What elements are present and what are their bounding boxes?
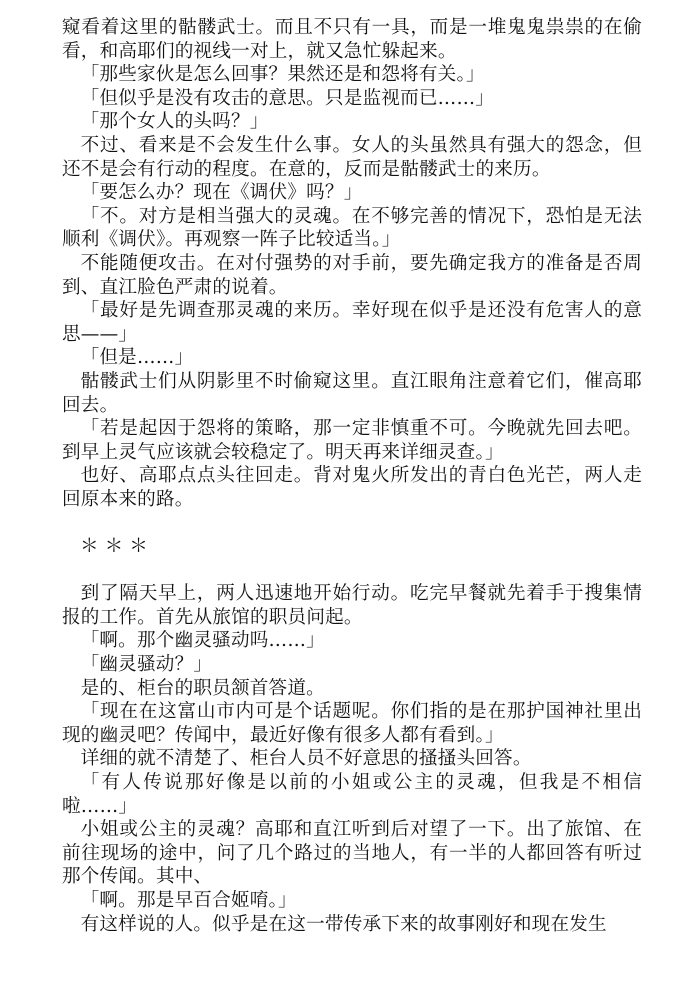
dialogue-line: 「现在在这富山市内可是个话题呢。你们指的是在那护国神社里出现的幽灵吧？传闻中，最近好像有很多人都有看到。」 bbox=[62, 701, 642, 746]
spacer bbox=[62, 559, 642, 583]
paragraph: 不过、看来是不会发生什么事。女人的头虽然具有强大的怨念，但还不是会有行动的程度。在意的，反而是骷髅武士的来历。 bbox=[62, 134, 642, 180]
dialogue-line: 「最好是先调查那灵魂的来历。幸好现在似乎是还没有危害人的意思——」 bbox=[62, 300, 642, 345]
spacer bbox=[62, 511, 642, 535]
paragraph: 小姐或公主的灵魂？高耶和直江听到后对望了一下。出了旅馆、在前往现场的途中，问了几个路过的当地人，有一半的人都回答有听过那个传闻。其中、 bbox=[62, 819, 642, 888]
dialogue-line: 「幽灵骚动？」 bbox=[80, 654, 213, 676]
dialogue-line: 「啊。那个幽灵骚动吗……」 bbox=[80, 630, 325, 652]
paragraph: 到了隔天早上，两人迅速地开始行动。吃完早餐就先着手于搜集情报的工作。首先从旅馆的职员问起。 bbox=[62, 583, 642, 628]
dialogue-line: 「有人传说那好像是以前的小姐或公主的灵魂，但我是不相信啦……」 bbox=[62, 772, 642, 817]
dialogue-line: 「啊。那是早百合姬唷。」 bbox=[80, 889, 297, 911]
dialogue-line: 「那个女人的头吗？」 bbox=[80, 111, 269, 133]
dialogue-line: 「要怎么办？现在《调伏》吗？」 bbox=[80, 182, 363, 204]
dialogue-line: 「那些家伙是怎么回事？果然还是和怨将有关。」 bbox=[80, 64, 485, 86]
paragraph: 也好、高耶点点头往回走。背对鬼火所发出的青白色光芒，两人走回原本来的路。 bbox=[62, 465, 642, 510]
scene-break: ＊＊＊ bbox=[80, 536, 154, 558]
paragraph: 骷髅武士们从阴影里不时偷窥这里。直江眼角注意着它们，催高耶回去。 bbox=[62, 370, 642, 416]
dialogue-line: 「但是……」 bbox=[80, 347, 194, 369]
paragraph: 有这样说的人。似乎是在这一带传承下来的故事刚好和现在发生 bbox=[80, 913, 607, 935]
dialogue-line: 「但似乎是没有攻击的意思。只是监视而已……」 bbox=[80, 87, 495, 109]
document-page bbox=[62, 16, 642, 936]
dialogue-line: 「若是起因于怨将的策略，那一定非慎重不可。今晚就先回去吧。到早上灵气应该就会较稳定了。明天再来详细灵查。」 bbox=[62, 418, 642, 463]
dialogue-line: 「不。对方是相当强大的灵魂。在不够完善的情况下，恐怕是无法顺利《调伏》。再观察一阵子比较适当。」 bbox=[62, 205, 642, 251]
paragraph: 窥看着这里的骷髅武士。而且不只有一具，而是一堆鬼鬼祟祟的在偷看，和高耶们的视线一对上，就又急忙躲起来。 bbox=[62, 17, 642, 62]
paragraph: 详细的就不清楚了、柜台人员不好意思的搔搔头回答。 bbox=[80, 748, 532, 770]
paragraph: 是的、柜台的职员颔首答道。 bbox=[80, 677, 325, 699]
paragraph: 不能随便攻击。在对付强势的对手前，要先确定我方的准备是否周到、直江脸色严肃的说着。 bbox=[62, 252, 642, 298]
